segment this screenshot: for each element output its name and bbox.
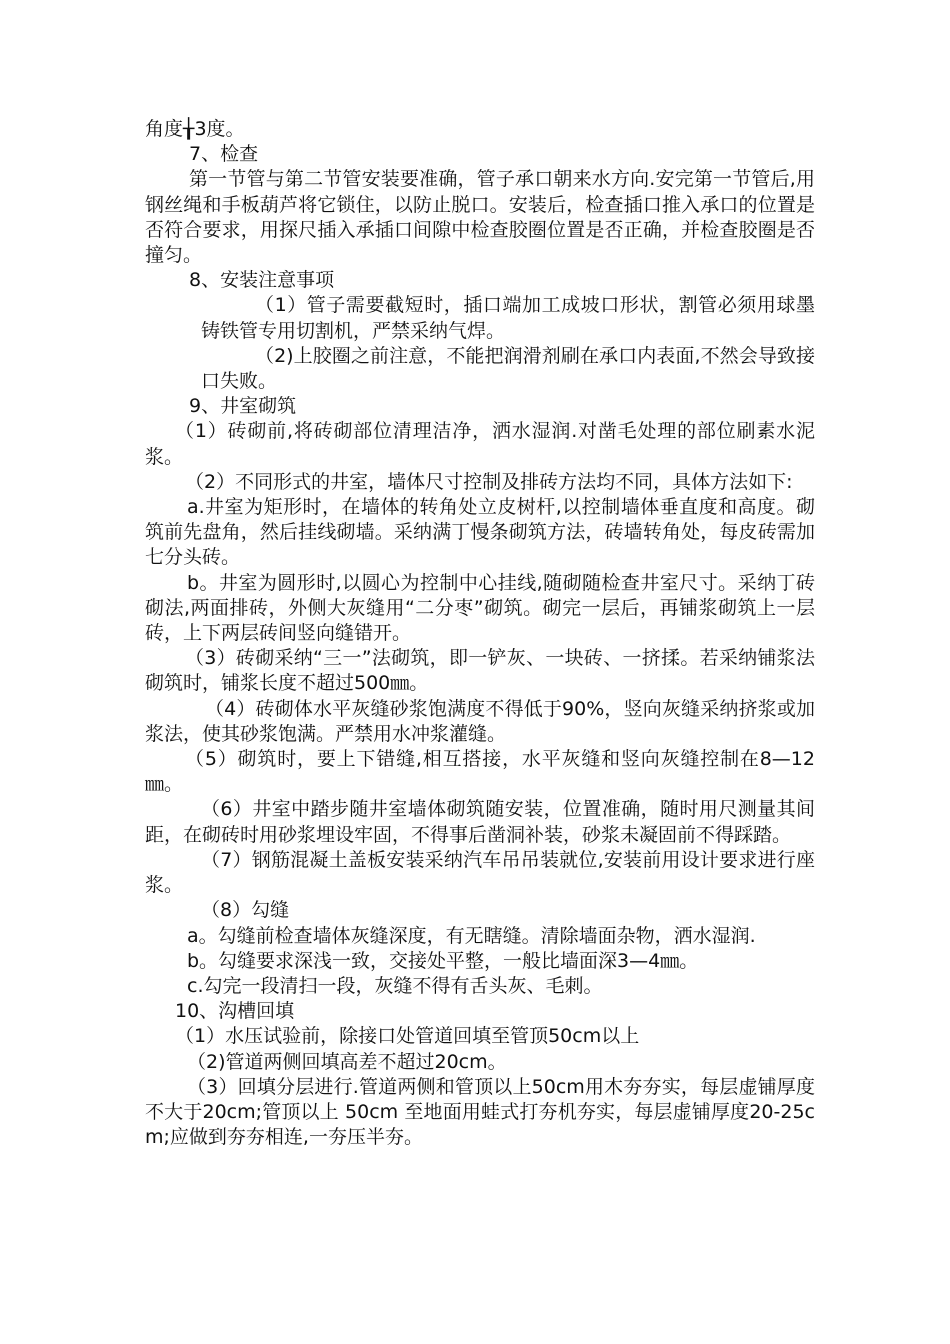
paragraph: （1）水压试验前，除接口处管道回填至管顶50cm以上 (175, 1025, 640, 1048)
paragraph: 角度╁3度。 (145, 118, 245, 140)
paragraph: （1）管子需要截短时，插口端加工成坡口形状，割管必须用球墨铸铁管专用切割机，严禁采纳气焊。 (201, 294, 815, 342)
paragraph: b。井室为圆形时,以圆心为控制中心挂线,随砌随检查井室尺寸。采纳丁砖砌法,两面排砖，外侧大灰缝用“二分枣”砌筑。砌完一层后，再铺浆砌筑上一层砖，上下两层砖间竖向缝错开。 (145, 571, 815, 645)
paragraph: （4）砖砌体水平灰缝砂浆饱满度不得低于90%，竖向灰缝采纳挤浆或加浆法，使其砂浆饱满。严禁用水冲浆灌缝。 (145, 697, 815, 745)
paragraph: 第一节管与第二节管安装要准确，管子承口朝来水方向.安完第一节管后,用钢丝绳和手板葫芦将它锁住，以防止脱口。安装后，检查插口推入承口的位置是否符合要求，用探尺插入承插口间隙中检查胶圈位置是否正确，并检查胶圈是否撞匀。 (145, 168, 815, 267)
paragraph: （5）砌筑时，要上下错缝,相互搭接，水平灰缝和竖向灰缝控制在8—12㎜。 (145, 748, 815, 796)
paragraph: （6）井室中踏步随井室墙体砌筑随安装，位置准确，随时用尺测量其间距，在砌砖时用砂浆埋设牢固，不得事后凿洞补装，砂浆未凝固前不得踩踏。 (145, 798, 815, 846)
paragraph: a。勾缝前检查墙体灰缝深度，有无瞎缝。清除墙面杂物，洒水湿润. (187, 924, 756, 947)
paragraph: （2)上胶圈之前注意，不能把润滑剂刷在承口内表面,不然会导致接口失败。 (201, 344, 815, 393)
heading-trench-backfill: 10、沟槽回填 (175, 1000, 295, 1023)
paragraph: c.勾完一段清扫一段，灰缝不得有舌头灰、毛刺。 (187, 974, 603, 997)
heading-installation-notes: 8、安装注意事项 (189, 269, 335, 292)
paragraph: （2)管道两侧回填高差不超过20cm。 (187, 1050, 507, 1073)
heading-inspection: 7、检查 (189, 143, 259, 166)
paragraph: （3）回填分层进行.管道两侧和管顶以上50cm用木夯夯实，每层虚铺厚度不大于20cm;管顶以上 50cm 至地面用蛙式打夯机夯实，每层虚铺厚度20-25cm;应做到夯夯相连,一夯压半夯。 (145, 1075, 815, 1149)
heading-chamber-masonry: 9、井室砌筑 (189, 395, 297, 418)
paragraph: （2）不同形式的井室，墙体尺寸控制及排砖方法均不同，具体方法如下: (185, 470, 793, 493)
document-body (145, 117, 815, 1150)
paragraph: （1）砖砌前,将砖砌部位清理洁净，洒水湿润.对凿毛处理的部位刷素水泥浆。 (145, 420, 815, 468)
paragraph: b。勾缝要求深浅一致，交接处平整，一般比墙面深3—4㎜。 (187, 949, 699, 972)
heading-pointing: （8）勾缝 (201, 899, 290, 922)
paragraph: （3）砖砌采纳“三一”法砌筑，即一铲灰、一块砖、一挤揉。若采纳铺浆法砌筑时，铺浆长度不超过500㎜。 (145, 647, 815, 695)
paragraph: （7）钢筋混凝土盖板安装采纳汽车吊吊装就位,安装前用设计要求进行座浆。 (145, 848, 815, 897)
paragraph: a.井室为矩形时，在墙体的转角处立皮树杆,以控制墙体垂直度和高度。砌筑前先盘角，然后挂线砌墙。采纳满丁慢条砌筑方法，砖墙转角处，每皮砖需加七分头砖。 (145, 496, 815, 569)
